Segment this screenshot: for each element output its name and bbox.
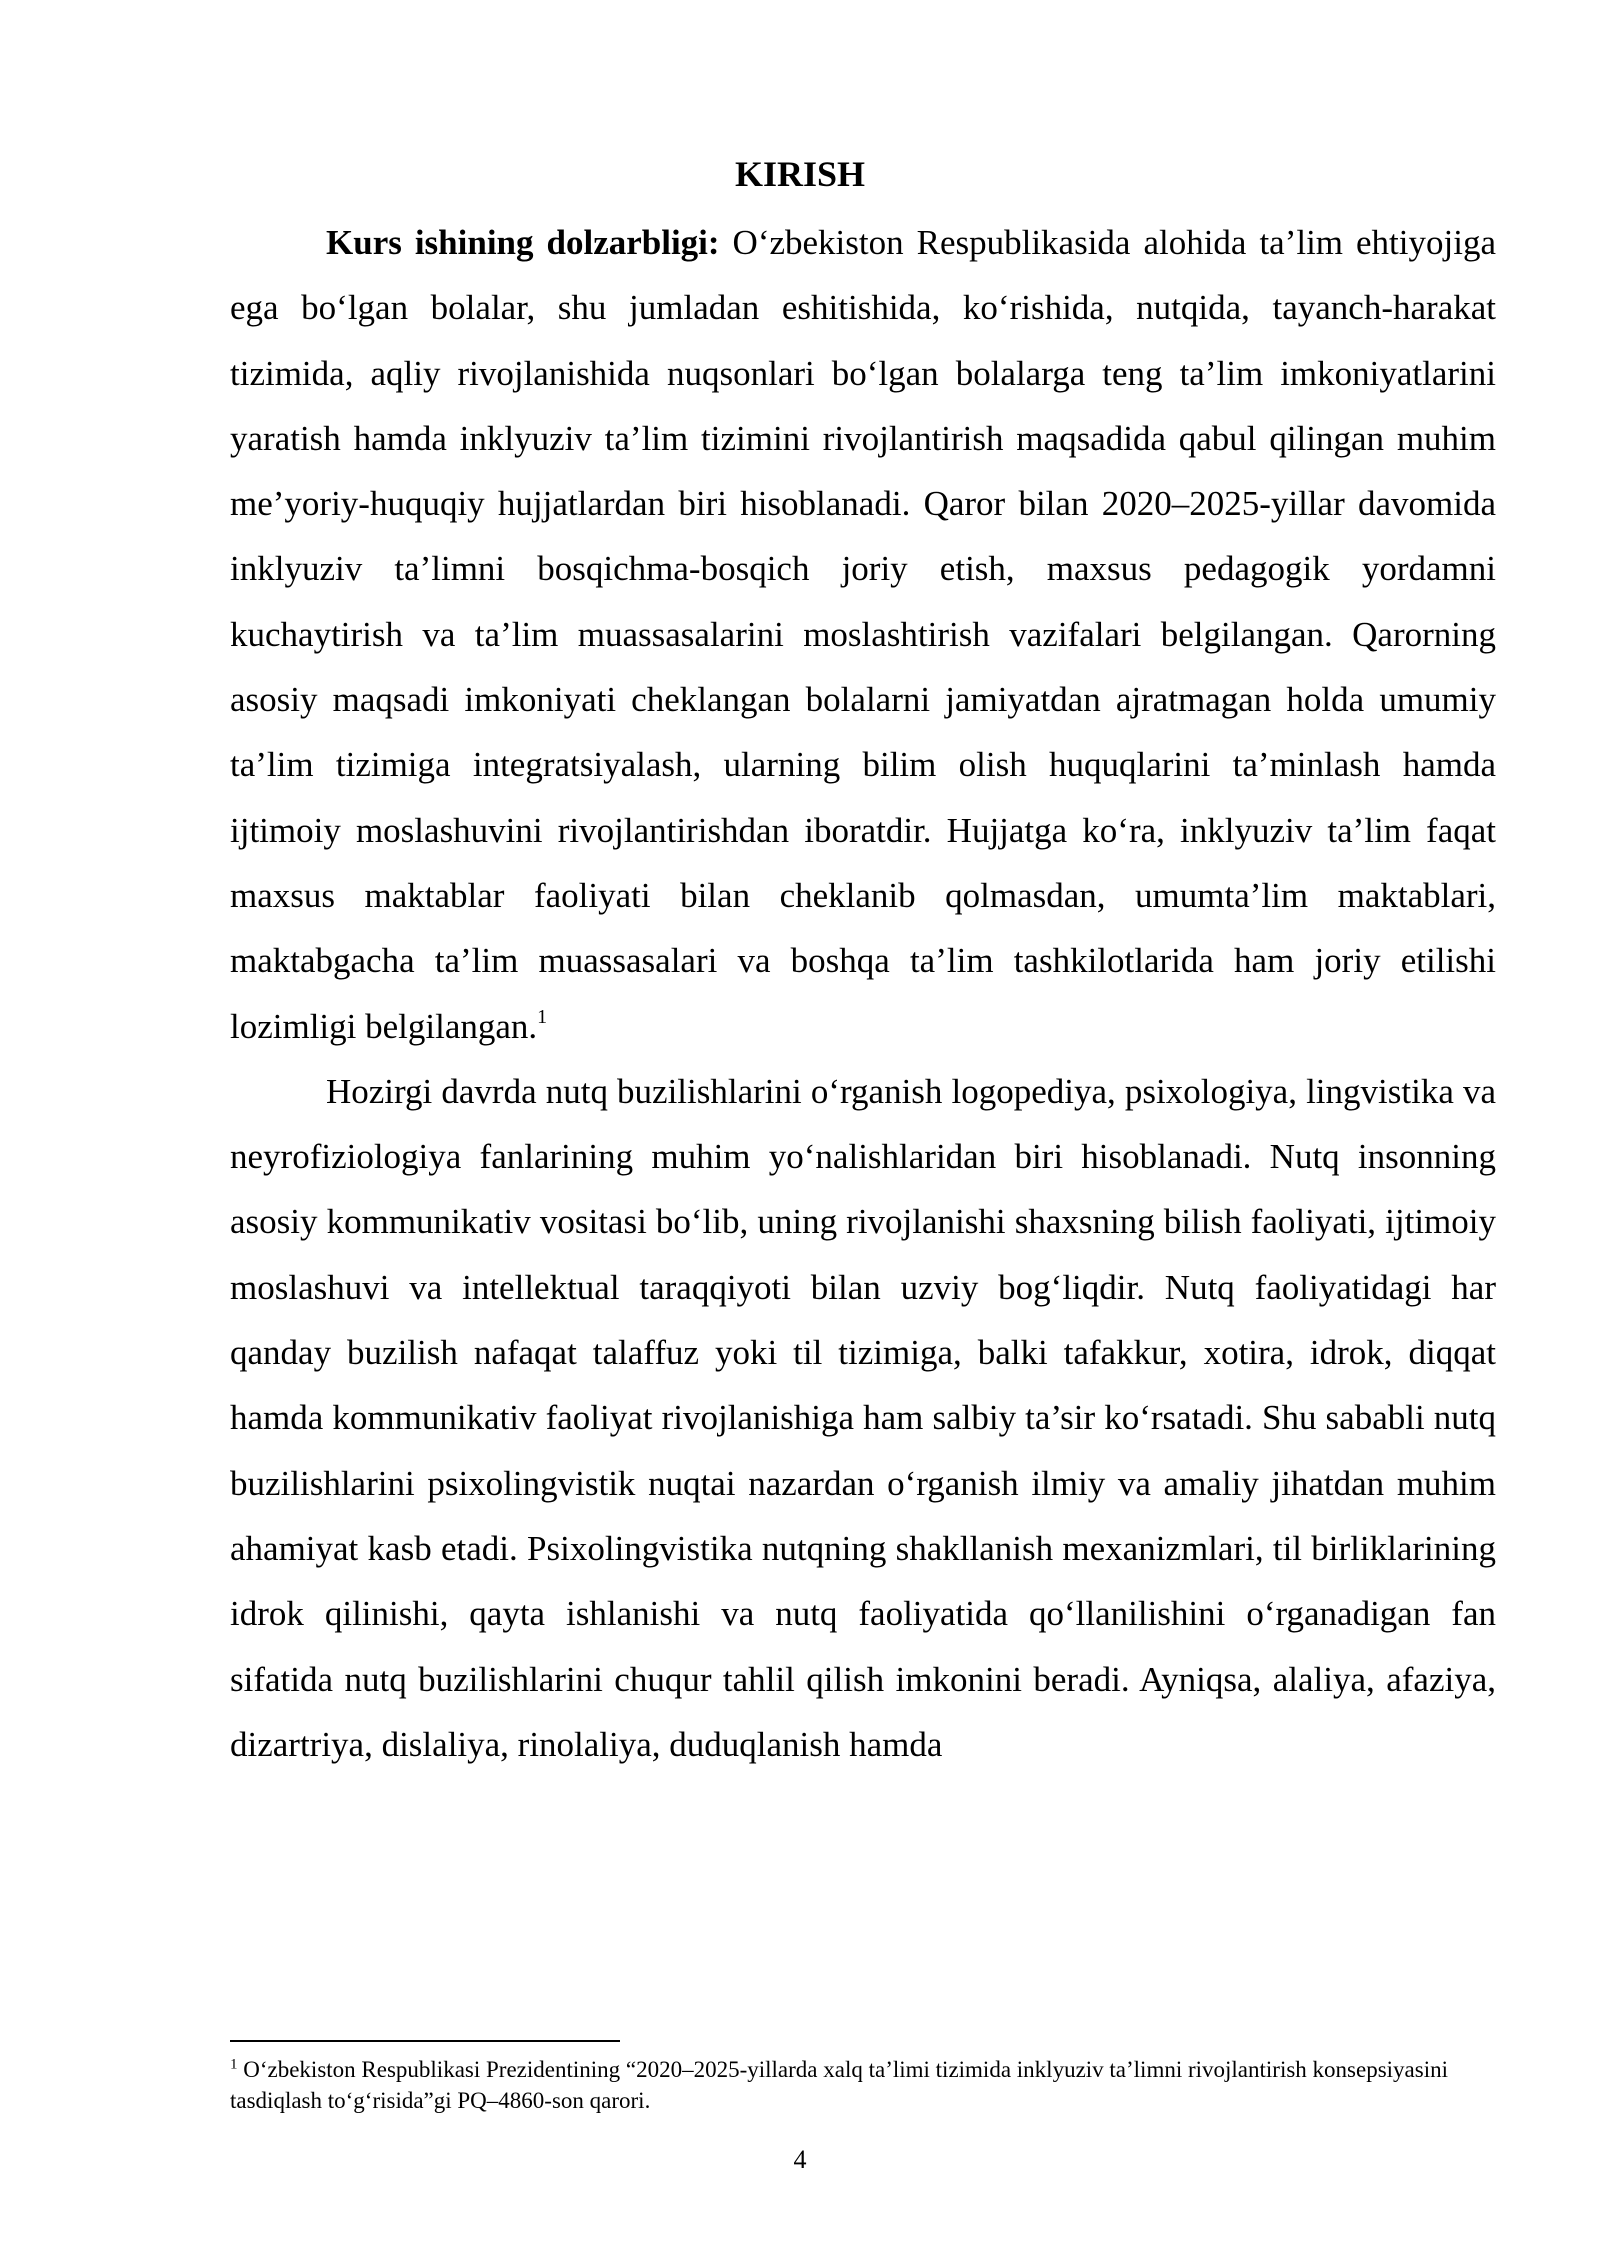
footnote-reference[interactable]: 1 xyxy=(537,1005,548,1028)
footnote xyxy=(230,2054,1496,2116)
paragraph-text: Hozirgi davrda nutq buzilishlarini o‘rganish logopediya, psixologiya, lingvistika va neyrofiziologiya fanlarining muhim yo‘nalishlaridan biri hisoblanadi. Nutq insonning asosiy kommunikativ vositasi bo‘lib, uning rivojlanishi shaxsning bilish faoliyati, ijtimoiy moslashuvi va intellektual taraqqiyoti bilan uzviy bog‘liqdir. Nutq faoliyatidagi har qanday buzilish nafaqat talaffuz yoki til tizimiga, balki tafakkur, xotira, idrok, diqqat hamda kommunikativ faoliyat rivojlanishiga ham salbiy ta’sir ko‘rsatadi. Shu sababli nutq buzilishlarini psixolingvistik nuqtai nazardan o‘rganish ilmiy va amaliy jihatdan muhim ahamiyat kasb etadi. Psixolingvistika nutqning shakllanish mexanizmlari, til birliklarining idrok qilinishi, qayta ishlanishi va nutq faoliyatida qo‘llanilishini o‘rganadigan fan sifatida nutq buzilishlarini chuqur tahlil qilish imkonini beradi. Ayniqsa, alaliya, afaziya, dizartriya, dislaliya, rinolaliya, duduqlanish hamda xyxy=(230,1071,1496,1764)
paragraph-speech-disorders xyxy=(230,1059,1496,1777)
footnote-separator xyxy=(230,2040,620,2042)
footnote-marker: 1 xyxy=(230,2056,238,2073)
paragraph-lead: Kurs ishining dolzarbligi: xyxy=(326,223,720,262)
paragraph-relevance xyxy=(230,210,1496,1059)
section-heading: KIRISH xyxy=(734,154,866,194)
footnote-text: O‘zbekiston Respublikasi Prezidentining “2020–2025-yillarda xalq ta’limi tizimida inklyuziv ta’limni rivojlantirish konsepsiyasini tasdiqlash to‘g‘risida”gi PQ–4860-son qarori. xyxy=(230,2057,1448,2113)
body-text xyxy=(230,210,1496,1777)
page-number: 4 xyxy=(793,2145,807,2174)
paragraph-text: O‘zbekiston Respublikasida alohida ta’lim ehtiyojiga ega bo‘lgan bolalar, shu jumladan eshitishida, ko‘rishida, nutqida, tayanch-harakat tizimida, aqliy rivojlanishida nuqsonlari bo‘lgan bolalarga teng ta’lim imkoniyatlarini yaratish hamda inklyuziv ta’lim tizimini rivojlantirish maqsadida qabul qilingan muhim me’yoriy-huquqiy hujjatlardan biri hisoblanadi. Qaror bilan 2020–2025-yillar davomida inklyuziv ta’limni bosqichma-bosqich joriy etish, maxsus pedagogik yordamni kuchaytirish va ta’lim muassasalarini moslashtirish vazifalari belgilangan. Qarorning asosiy maqsadi imkoniyati cheklangan bolalarni jamiyatdan ajratmagan holda umumiy ta’lim tizimiga integratsiyalash, ularning bilim olish huquqlarini ta’minlash hamda ijtimoiy moslashuvini rivojlantirishdan iboratdir. Hujjatga ko‘ra, inklyuziv ta’lim faqat maxsus maktablar faoliyati bilan cheklanib qolmasdan, umumta’lim maktablari, maktabgacha ta’lim muassasalari va boshqa ta’lim tashkilotlarida ham joriy etilishi lozimligi belgilangan. xyxy=(230,223,1496,1046)
